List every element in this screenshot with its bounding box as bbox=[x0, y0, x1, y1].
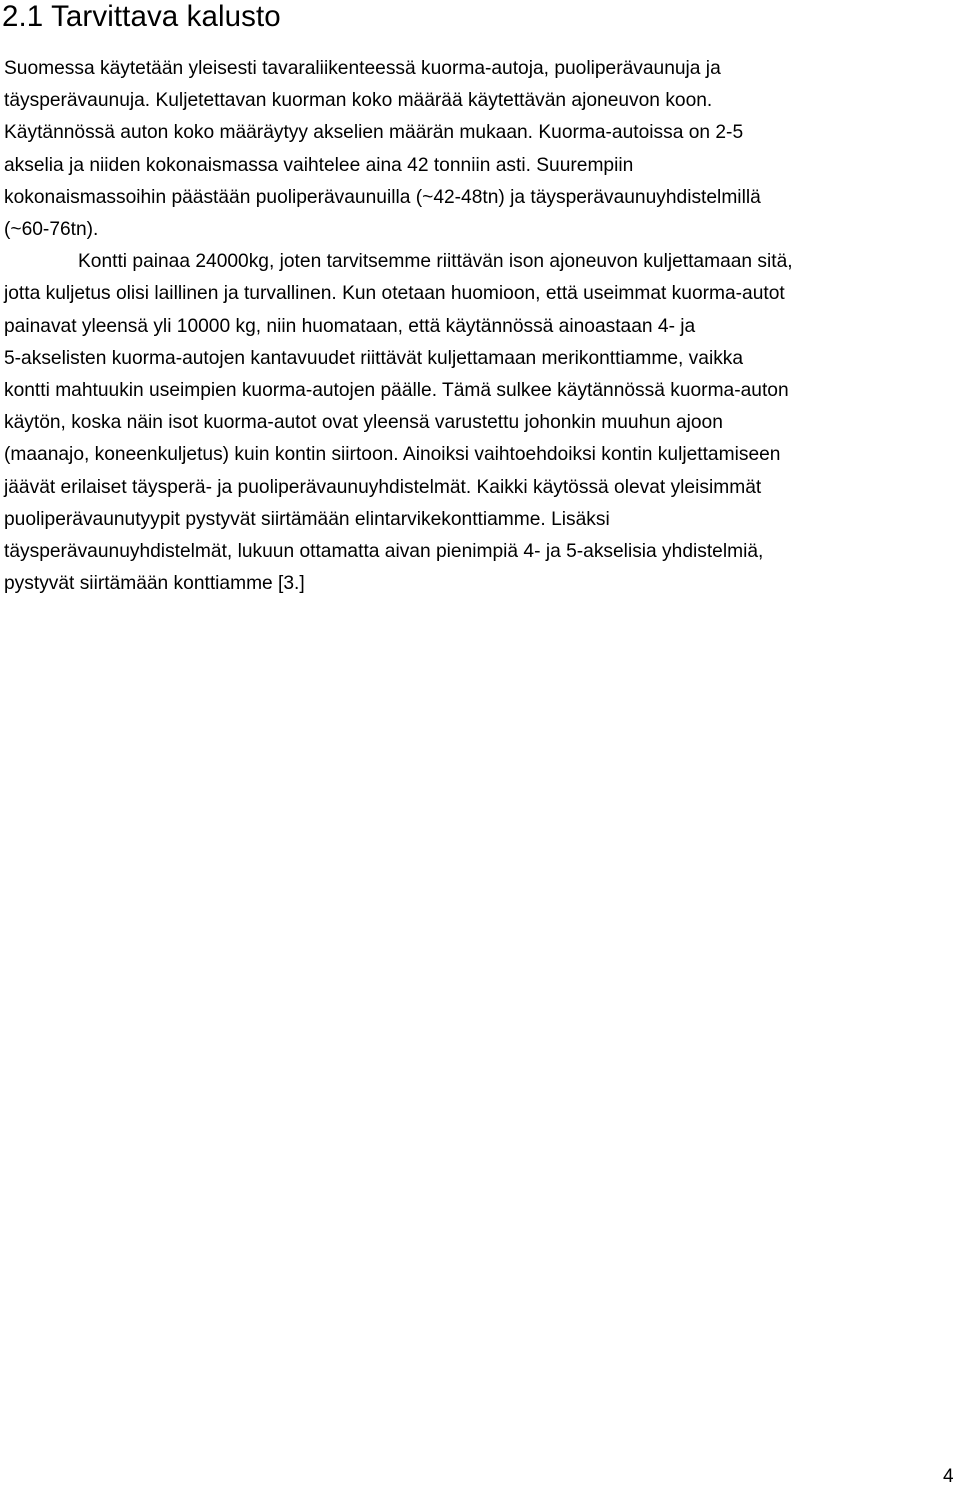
text-line: käytön, koska näin isot kuorma-autot ovat yleensä varustettu johonkin muuhun ajoon bbox=[4, 412, 723, 434]
section-heading: 2.1 Tarvittava kalusto bbox=[2, 0, 281, 33]
body-text bbox=[4, 53, 960, 600]
page-number: 4 bbox=[943, 1466, 954, 1487]
text-line: kontti mahtuukin useimpien kuorma-autojen päälle. Tämä sulkee käytännössä kuorma-auton bbox=[4, 380, 789, 402]
text-line: akselia ja niiden kokonaismassa vaihtelee aina 42 tonniin asti. Suurempiin bbox=[4, 154, 634, 176]
text-line: (maanajo, koneenkuljetus) kuin kontin siirtoon. Ainoiksi vaihtoehdoiksi kontin kuljettamiseen bbox=[4, 444, 781, 466]
text-line: pystyvät siirtämään konttiamme [3.] bbox=[4, 573, 305, 595]
text-line: (~60-76tn). bbox=[4, 219, 99, 241]
text-line: jäävät erilaiset täysperä- ja puoliperävaunuyhdistelmät. Kaikki käytössä olevat yleisimmät bbox=[4, 476, 762, 498]
text-line: 5-akselisten kuorma-autojen kantavuudet riittävät kuljettamaan merikonttiamme, vaikka bbox=[4, 347, 744, 369]
text-line: täysperävaunuyhdistelmät, lukuun ottamatta aivan pienimpiä 4- ja 5-akselisia yhdistelmiä, bbox=[4, 541, 764, 563]
text-line: kokonaismassoihin päästään puoliperävaunuilla (~42-48tn) ja täysperävaunuyhdistelmillä bbox=[4, 186, 761, 208]
text-line: täysperävaunuja. Kuljetettavan kuorman koko määrää käytettävän ajoneuvon koon. bbox=[4, 90, 713, 112]
text-line: painavat yleensä yli 10000 kg, niin huomataan, että käytännössä ainoastaan 4- ja bbox=[4, 315, 696, 337]
text-line: Suomessa käytetään yleisesti tavaraliikenteessä kuorma-autoja, puoliperävaunuja ja bbox=[4, 58, 721, 79]
text-line-indented: Kontti painaa 24000kg, joten tarvitsemme riittävän ison ajoneuvon kuljettamaan sitä, bbox=[78, 251, 793, 273]
text-line: puoliperävaunutyypit pystyvät siirtämään elintarvikekonttiamme. Lisäksi bbox=[4, 508, 610, 530]
text-line: jotta kuljetus olisi laillinen ja turvallinen. Kun otetaan huomioon, että useimmat kuorma-autot bbox=[4, 283, 785, 305]
text-line: Käytännössä auton koko määräytyy akselien määrän mukaan. Kuorma-autoissa on 2-5 bbox=[4, 122, 744, 144]
